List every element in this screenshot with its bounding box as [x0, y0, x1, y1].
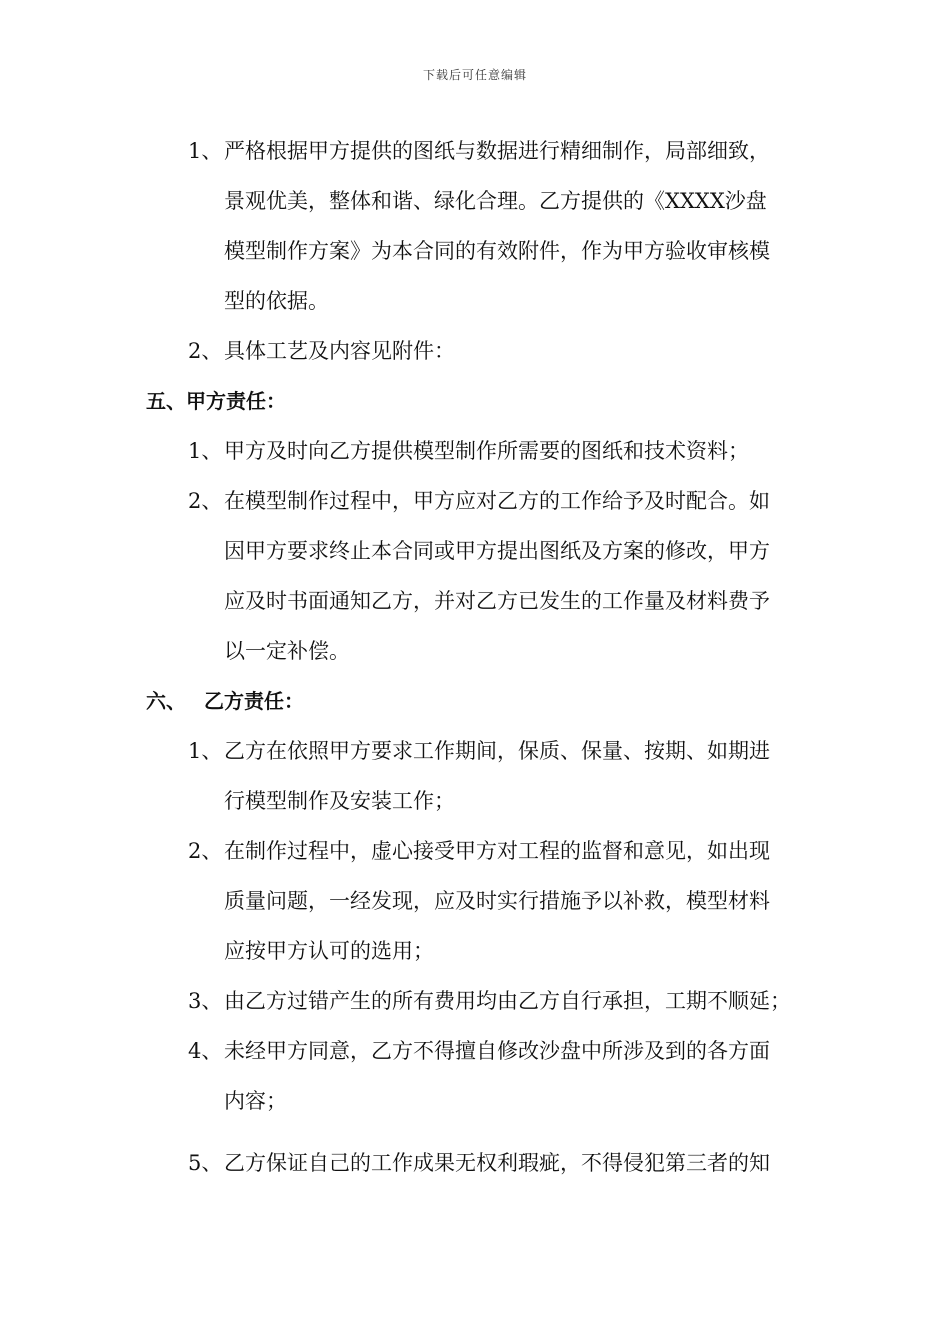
- item-number: 1、: [188, 439, 223, 463]
- item-number: 1、: [188, 139, 223, 163]
- list-item: [188, 126, 770, 176]
- list-item: [188, 976, 791, 1026]
- item-text: 甲方及时向乙方提供模型制作所需要的图纸和技术资料；: [224, 439, 749, 463]
- heading-number: 六、: [146, 689, 186, 713]
- item-text-continued: 应按甲方认可的选用；: [224, 939, 434, 963]
- heading-text: 乙方责任：: [204, 689, 304, 713]
- item-number: 2、: [188, 339, 223, 363]
- item-number: 1、: [188, 739, 223, 763]
- list-item: [188, 726, 770, 776]
- item-text: 乙方在依照甲方要求工作期间，保质、保量、按期、如期进: [224, 739, 770, 763]
- list-item: [188, 1138, 770, 1188]
- item-number: 5、: [188, 1151, 223, 1175]
- item-text-continued: 以一定补偿。: [224, 639, 350, 663]
- list-item: [188, 326, 455, 376]
- item-text-continued: 应及时书面通知乙方，并对乙方已发生的工作量及材料费予: [224, 589, 770, 613]
- list-item: [188, 826, 770, 876]
- item-text: 严格根据甲方提供的图纸与数据进行精细制作，局部细致，: [224, 139, 770, 163]
- item-text-continued: 型的依据。: [224, 289, 329, 313]
- item-text: 在制作过程中，虚心接受甲方对工程的监督和意见，如出现: [224, 839, 770, 863]
- section-heading-6: [146, 676, 304, 726]
- item-text: 在模型制作过程中，甲方应对乙方的工作给予及时配合。如: [224, 489, 770, 513]
- page-header-note: 下载后可任意编辑: [422, 68, 527, 82]
- item-text-continued: 模型制作方案》为本合同的有效附件，作为甲方验收审核模: [224, 239, 770, 263]
- list-item: [188, 426, 749, 476]
- item-text: 乙方保证自己的工作成果无权利瑕疵，不得侵犯第三者的知: [224, 1151, 770, 1175]
- list-item: [188, 1026, 770, 1076]
- item-text-continued: 行模型制作及安装工作；: [224, 789, 455, 813]
- section-heading-5: 五、甲方责任：: [146, 389, 286, 413]
- item-text: 具体工艺及内容见附件：: [224, 339, 455, 363]
- item-text-continued: 因甲方要求终止本合同或甲方提出图纸及方案的修改，甲方: [224, 539, 770, 563]
- item-text: 未经甲方同意，乙方不得擅自修改沙盘中所涉及到的各方面: [224, 1039, 770, 1063]
- item-number: 2、: [188, 489, 223, 513]
- item-text-continued: 景观优美，整体和谐、绿化合理。乙方提供的《XXXX沙盘: [224, 189, 767, 213]
- item-number: 2、: [188, 839, 223, 863]
- item-number: 3、: [188, 989, 223, 1013]
- list-item: [188, 476, 770, 526]
- item-text-continued: 质量问题，一经发现，应及时实行措施予以补救，模型材料: [224, 889, 770, 913]
- item-text: 由乙方过错产生的所有费用均由乙方自行承担，工期不顺延；: [224, 989, 791, 1013]
- item-text-continued: 内容；: [224, 1089, 287, 1113]
- item-number: 4、: [188, 1039, 223, 1063]
